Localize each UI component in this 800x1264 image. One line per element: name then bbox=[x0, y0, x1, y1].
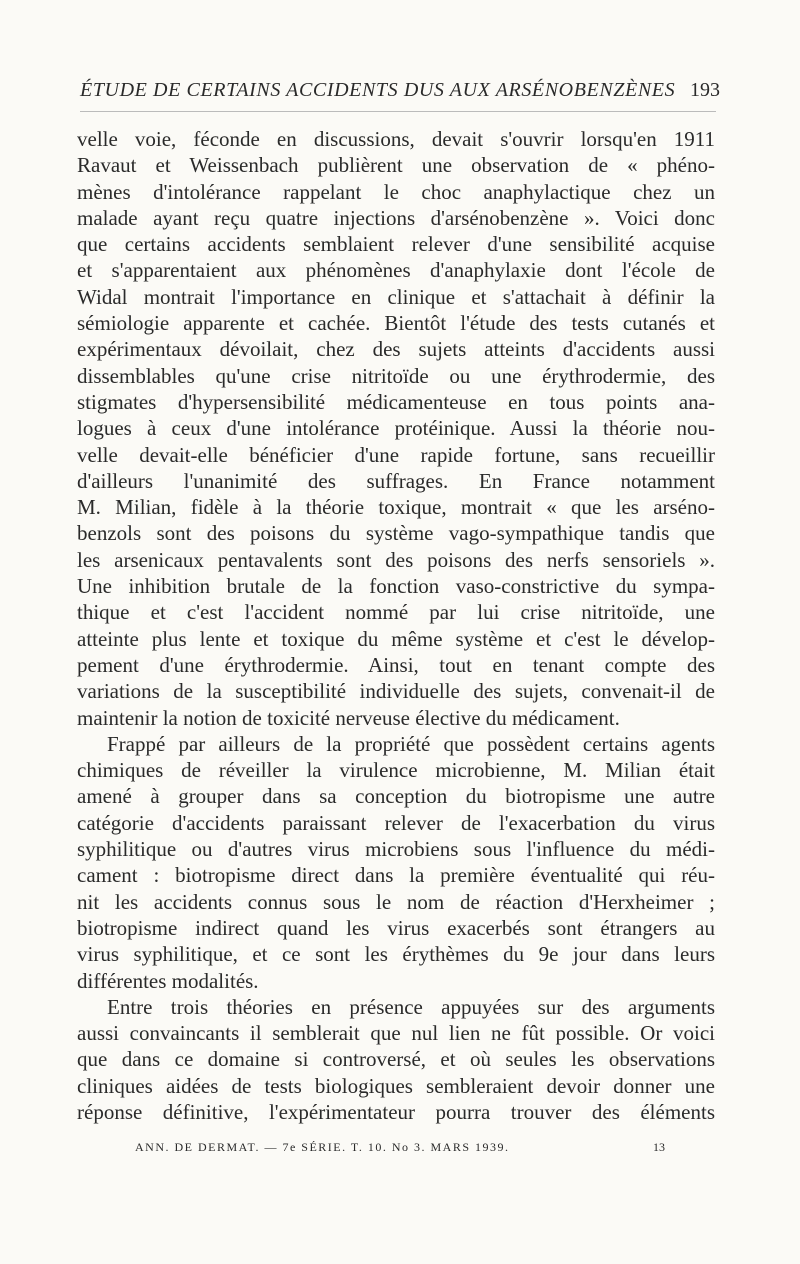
text-line: d'ailleurs l'unanimité des suffrages. En France notamment bbox=[77, 468, 715, 493]
text-line: atteinte plus lente et toxique du même système et c'est le dévelop- bbox=[77, 626, 715, 651]
text-line: logues à ceux d'une intolérance protéinique. Aussi la théorie nou- bbox=[77, 416, 715, 441]
text-line: benzols sont des poisons du système vago-sympathique tandis que bbox=[77, 521, 715, 546]
running-title: ÉTUDE DE CERTAINS ACCIDENTS DUS AUX ARSÉNOBENZÈNES bbox=[80, 79, 676, 101]
text-line: Une inhibition brutale de la fonction vaso-constrictive du sympa- bbox=[77, 574, 715, 599]
text-line: Ravaut et Weissenbach publièrent une observation de « phéno- bbox=[77, 153, 715, 178]
text-line: cliniques aidées de tests biologiques sembleraient devoir donner une bbox=[77, 1073, 715, 1098]
text-line: les arsenicaux pentavalents sont des poisons des nerfs sensoriels ». bbox=[77, 547, 715, 572]
text-line: mènes d'intolérance rappelant le choc anaphylactique chez un bbox=[77, 179, 715, 204]
text-line: pement d'une érythrodermie. Ainsi, tout en tenant compte des bbox=[77, 652, 715, 677]
text-line: réponse définitive, l'expérimentateur pourra trouver des éléments bbox=[77, 1099, 715, 1124]
text-line: Widal montrait l'importance en clinique et s'attachait à définir la bbox=[77, 284, 715, 309]
header-rule bbox=[80, 111, 716, 112]
text-line: dissemblables qu'une crise nitritoïde ou une érythrodermie, des bbox=[77, 363, 715, 388]
text-line: M. Milian, fidèle à la théorie toxique, montrait « que les arséno- bbox=[77, 495, 715, 520]
footer-citation: ANN. DE DERMAT. — 7e SÉRIE. T. 10. No 3. MARS 1939. bbox=[135, 1140, 510, 1154]
text-line: sémiologie apparente et cachée. Bientôt l'étude des tests cutanés et bbox=[77, 311, 715, 336]
sheet-number: 13 bbox=[653, 1140, 665, 1154]
footer bbox=[135, 1140, 665, 1155]
text-line: velle voie, féconde en discussions, devait s'ouvrir lorsqu'en 1911 bbox=[77, 127, 715, 151]
text-line: aussi convaincants il semblerait que nul lien ne fût possible. Or voici bbox=[77, 1021, 715, 1046]
text-line: différentes modalités. bbox=[77, 968, 259, 993]
text-line: expérimentaux dévoilait, chez des sujets atteints d'accidents aussi bbox=[77, 337, 715, 362]
text-line: et s'apparentaient aux phénomènes d'anaphylaxie dont l'école de bbox=[77, 258, 715, 283]
text-line: que certains accidents semblaient relever d'une sensibilité acquise bbox=[77, 232, 715, 257]
text-line: stigmates d'hypersensibilité médicamenteuse en tous points ana- bbox=[77, 389, 715, 414]
running-header bbox=[80, 78, 720, 102]
text-line: variations de la susceptibilité individuelle des sujets, convenait-il de bbox=[77, 679, 715, 704]
text-line: syphilitique ou d'autres virus microbiens sous l'influence du médi- bbox=[77, 837, 715, 862]
text-line: amené à grouper dans sa conception du biotropisme une autre bbox=[77, 784, 715, 809]
text-line: Frappé par ailleurs de la propriété que possèdent certains agents bbox=[107, 731, 715, 756]
text-line: catégorie d'accidents paraissant relever de l'exacerbation du virus bbox=[77, 810, 715, 835]
text-line: cament : biotropisme direct dans la première éventualité qui réu- bbox=[77, 863, 715, 888]
text-line: malade ayant reçu quatre injections d'arsénobenzène ». Voici donc bbox=[77, 205, 715, 230]
text-line: velle devait-elle bénéficier d'une rapide fortune, sans recueillir bbox=[77, 442, 715, 467]
page-number: 193 bbox=[690, 79, 720, 101]
text-line: que dans ce domaine si controversé, et où seules les observations bbox=[77, 1047, 715, 1072]
text-line: nit les accidents connus sous le nom de réaction d'Herxheimer ; bbox=[77, 889, 715, 914]
text-line: chimiques de réveiller la virulence microbienne, M. Milian était bbox=[77, 758, 715, 783]
text-line: biotropisme indirect quand les virus exacerbés sont étrangers au bbox=[77, 915, 715, 940]
body-text bbox=[77, 126, 715, 1125]
text-line: maintenir la notion de toxicité nerveuse élective du médicament. bbox=[77, 705, 620, 730]
text-line: virus syphilitique, et ce sont les érythèmes du 9e jour dans leurs bbox=[77, 942, 715, 967]
text-line: thique et c'est l'accident nommé par lui crise nitritoïde, une bbox=[77, 600, 715, 625]
text-line: Entre trois théories en présence appuyées sur des arguments bbox=[107, 994, 715, 1019]
